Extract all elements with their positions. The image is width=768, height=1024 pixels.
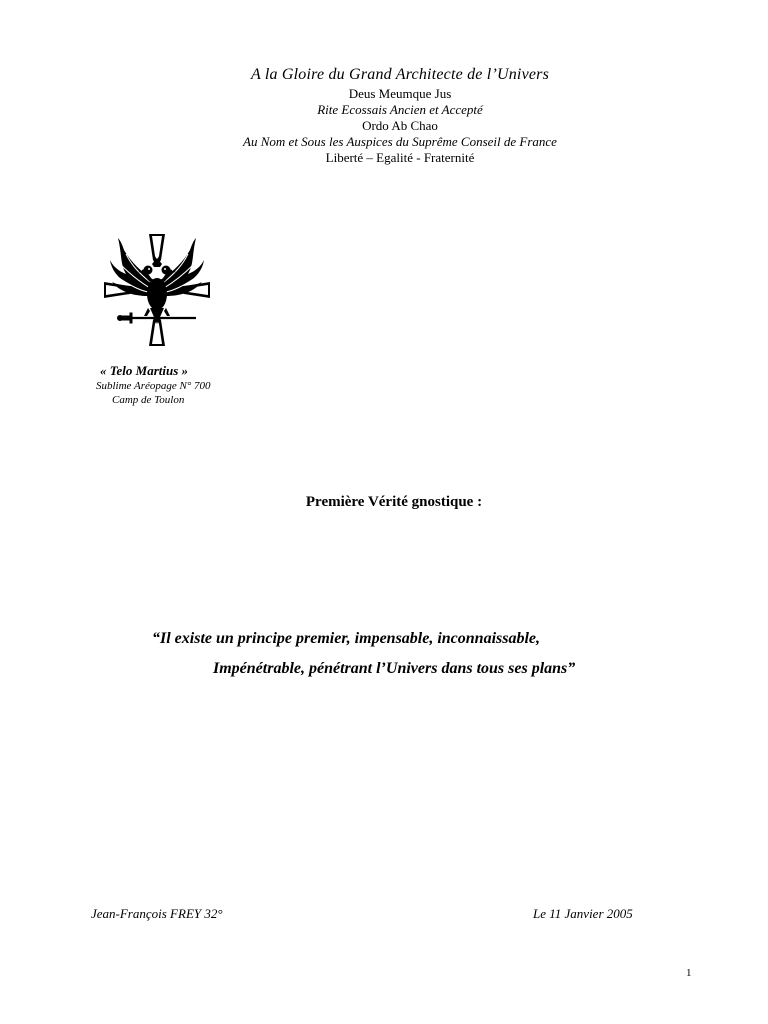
page-number: 1	[686, 967, 692, 979]
areopage-line: Sublime Aréopage N° 700	[96, 380, 211, 392]
lodge-block	[96, 363, 246, 407]
double-headed-eagle-cross-icon	[104, 234, 210, 346]
auspices-line: Au Nom et Sous les Auspices du Suprême Conseil de France	[243, 134, 557, 149]
document-date: Le 11 Janvier 2005	[533, 906, 633, 921]
quote-line-1: “Il existe un principe premier, impensable, inconnaissable,	[152, 630, 541, 647]
devise-line: Liberté – Egalité - Fraternité	[325, 150, 475, 165]
rite-line: Rite Ecossais Ancien et Accepté	[317, 102, 483, 117]
document-title: Première Vérité gnostique :	[305, 494, 483, 510]
ordo-line: Ordo Ab Chao	[362, 118, 438, 133]
camp-line: Camp de Toulon	[112, 394, 185, 406]
quote-line-2: Impénétrable, pénétrant l’Univers dans tous ses plans”	[213, 660, 576, 677]
motto-line: Deus Meumque Jus	[348, 86, 452, 101]
invocation-line: A la Gloire du Grand Architecte de l’Univers	[250, 66, 550, 83]
document-header	[0, 64, 768, 166]
author-signature: Jean-François FREY 32°	[91, 906, 223, 921]
lodge-name: « Telo Martius »	[100, 363, 189, 378]
